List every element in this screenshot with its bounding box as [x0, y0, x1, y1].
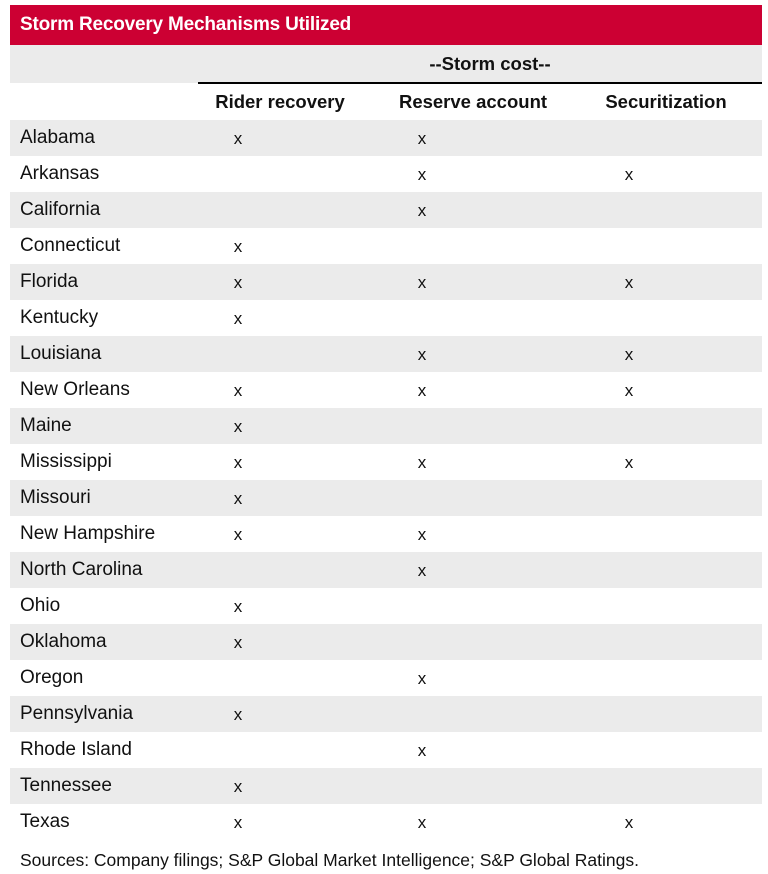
- reserve-account-mark: x: [417, 201, 427, 220]
- securitization-mark: [619, 624, 639, 660]
- source-note: Sources: Company filings; S&P Global Market Intelligence; S&P Global Ratings.: [20, 850, 639, 870]
- securitization-mark: [619, 192, 639, 228]
- securitization-mark: x: [624, 165, 634, 184]
- reserve-account-mark: x: [417, 813, 427, 832]
- table-row: [10, 156, 762, 192]
- state-name: New Hampshire: [20, 523, 156, 544]
- rider-recovery-mark: [228, 552, 248, 588]
- rider-recovery-mark: x: [233, 489, 243, 508]
- state-name: Pennsylvania: [20, 703, 134, 724]
- securitization-mark: [619, 768, 639, 804]
- reserve-account-mark: x: [417, 561, 427, 580]
- reserve-account-mark: x: [417, 381, 427, 400]
- reserve-account-mark: x: [417, 741, 427, 760]
- rider-recovery-mark: x: [233, 525, 243, 544]
- securitization-mark: [619, 408, 639, 444]
- state-name: Oregon: [20, 667, 84, 688]
- securitization-mark: [619, 696, 639, 732]
- reserve-account-mark: x: [417, 273, 427, 292]
- state-name: Rhode Island: [20, 739, 132, 760]
- column-header-reserve-account: Reserve account: [398, 91, 548, 112]
- table-row: [10, 192, 762, 228]
- table-row: [10, 696, 762, 732]
- reserve-account-mark: [412, 480, 432, 516]
- reserve-account-mark: x: [417, 129, 427, 148]
- rider-recovery-mark: [228, 336, 248, 372]
- rider-recovery-mark: x: [233, 273, 243, 292]
- reserve-account-mark: x: [417, 525, 427, 544]
- rider-recovery-mark: x: [233, 237, 243, 256]
- table-title: Storm Recovery Mechanisms Utilized: [10, 5, 762, 45]
- state-name: Missouri: [20, 487, 91, 508]
- securitization-mark: x: [624, 381, 634, 400]
- securitization-mark: x: [624, 273, 634, 292]
- securitization-mark: x: [624, 813, 634, 832]
- securitization-mark: [619, 552, 639, 588]
- reserve-account-mark: [412, 300, 432, 336]
- table-row: [10, 300, 762, 336]
- state-name: Louisiana: [20, 343, 102, 364]
- securitization-mark: [619, 516, 639, 552]
- securitization-mark: [619, 300, 639, 336]
- state-name: Connecticut: [20, 235, 121, 256]
- state-name: Kentucky: [20, 307, 99, 328]
- column-header-rider-recovery: Rider recovery: [215, 91, 345, 112]
- table-row: [10, 660, 762, 696]
- table-row: [10, 444, 762, 480]
- rider-recovery-mark: [228, 156, 248, 192]
- table-row: [10, 768, 762, 804]
- securitization-mark: [619, 732, 639, 768]
- table-row: [10, 120, 762, 156]
- table-row: [10, 732, 762, 768]
- reserve-account-mark: x: [417, 453, 427, 472]
- table-row: [10, 408, 762, 444]
- rider-recovery-mark: x: [233, 705, 243, 724]
- state-name: Mississippi: [20, 451, 112, 472]
- rider-recovery-mark: x: [233, 309, 243, 328]
- reserve-account-mark: x: [417, 165, 427, 184]
- securitization-mark: x: [624, 345, 634, 364]
- rider-recovery-mark: x: [233, 597, 243, 616]
- state-name: Tennessee: [20, 775, 112, 796]
- table-body: [10, 120, 762, 840]
- securitization-mark: [619, 480, 639, 516]
- reserve-account-mark: [412, 624, 432, 660]
- column-header-securitization: Securitization: [605, 91, 727, 112]
- rider-recovery-mark: [228, 660, 248, 696]
- state-name: California: [20, 199, 101, 220]
- rider-recovery-mark: x: [233, 381, 243, 400]
- rider-recovery-mark: [228, 192, 248, 228]
- table-row: [10, 228, 762, 264]
- securitization-mark: [619, 588, 639, 624]
- rider-recovery-mark: x: [233, 633, 243, 652]
- group-header-row: [10, 45, 762, 83]
- state-name: Florida: [20, 271, 79, 292]
- securitization-mark: [619, 660, 639, 696]
- rider-recovery-mark: x: [233, 813, 243, 832]
- reserve-account-mark: [412, 408, 432, 444]
- table-row: [10, 336, 762, 372]
- rider-recovery-mark: [228, 732, 248, 768]
- reserve-account-mark: [412, 768, 432, 804]
- reserve-account-mark: [412, 696, 432, 732]
- securitization-mark: [619, 228, 639, 264]
- securitization-mark: [619, 120, 639, 156]
- state-name: Texas: [20, 811, 70, 832]
- state-name: North Carolina: [20, 559, 143, 580]
- state-name: Maine: [20, 415, 72, 436]
- state-name: Alabama: [20, 127, 95, 148]
- table-row: [10, 372, 762, 408]
- rider-recovery-mark: x: [233, 129, 243, 148]
- state-name: Oklahoma: [20, 631, 107, 652]
- storm-cost-group-header: --Storm cost--: [429, 53, 551, 74]
- state-name: Ohio: [20, 595, 61, 616]
- table-row: [10, 804, 762, 840]
- table-row: [10, 480, 762, 516]
- rider-recovery-mark: x: [233, 777, 243, 796]
- state-name: Arkansas: [20, 163, 100, 184]
- reserve-account-mark: x: [417, 345, 427, 364]
- reserve-account-mark: [412, 588, 432, 624]
- securitization-mark: x: [624, 453, 634, 472]
- table-row: [10, 624, 762, 660]
- table-row: [10, 552, 762, 588]
- state-name: New Orleans: [20, 379, 130, 400]
- reserve-account-mark: [412, 228, 432, 264]
- rider-recovery-mark: x: [233, 453, 243, 472]
- table-row: [10, 264, 762, 300]
- table-row: [10, 588, 762, 624]
- reserve-account-mark: x: [417, 669, 427, 688]
- rider-recovery-mark: x: [233, 417, 243, 436]
- table-row: [10, 516, 762, 552]
